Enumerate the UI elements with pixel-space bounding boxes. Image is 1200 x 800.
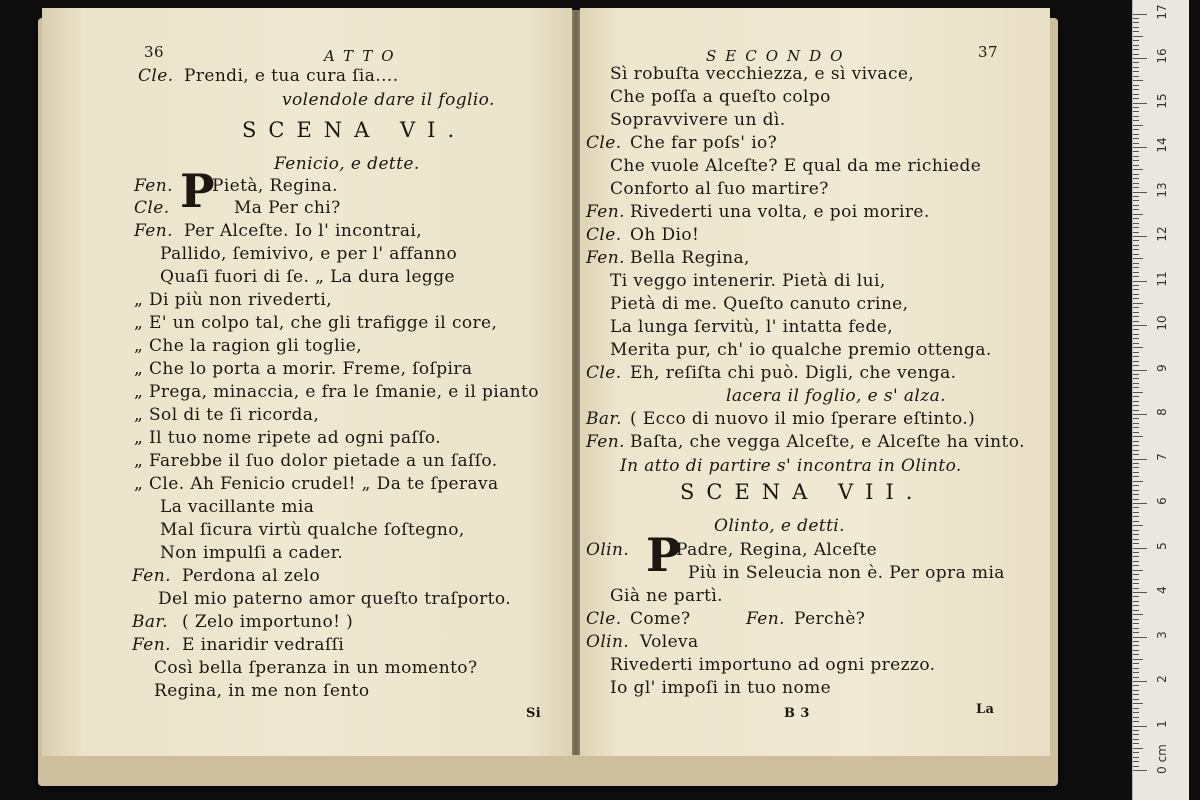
verse-line: Ma Per chi? <box>234 198 341 218</box>
ruler-minor-tick <box>1133 507 1139 508</box>
ruler-minor-tick <box>1133 605 1139 606</box>
verse-line: Non impulſi a cader. <box>160 543 344 563</box>
verse-line: La vacillante mia <box>160 497 315 517</box>
speaker: Olin. <box>586 540 630 560</box>
ruler-minor-tick <box>1133 574 1139 575</box>
verse-line: „ Sol di te ſi ricorda, <box>134 405 320 425</box>
ruler-minor-tick <box>1133 174 1139 175</box>
ruler-minor-tick <box>1133 272 1139 273</box>
ruler-minor-tick <box>1133 610 1139 611</box>
ruler-tick <box>1133 503 1147 504</box>
ruler-minor-tick <box>1133 116 1139 117</box>
ruler-minor-tick <box>1133 712 1139 713</box>
ruler-minor-tick <box>1133 672 1139 673</box>
speaker: Fen. <box>134 176 173 196</box>
ruler-minor-tick <box>1133 570 1143 571</box>
ruler-label: 9 <box>1155 363 1169 372</box>
verse-line: Merita pur, ch' io qualche premio ottenga. <box>610 340 992 360</box>
verse-line: Come? <box>630 609 691 629</box>
stage-direction: volendole dare il foglio. <box>282 90 495 110</box>
verse-line: Per Alceſte. Io l' incontrai, <box>184 221 423 241</box>
ruler-tick <box>1133 192 1147 193</box>
ruler-tick <box>1133 592 1147 593</box>
verse-line: Padre, Regina, Alceſte <box>676 540 878 560</box>
verse-line: „ Farebbe il ſuo dolor pietade a un ſaſſo. <box>134 451 498 471</box>
ruler-minor-tick <box>1133 401 1139 402</box>
ruler-minor-tick <box>1133 365 1139 366</box>
speaker: Bar. <box>586 409 622 429</box>
ruler-minor-tick <box>1133 294 1139 295</box>
ruler-minor-tick <box>1133 89 1139 90</box>
signature-mark: B 3 <box>784 706 810 721</box>
ruler-tick <box>1133 147 1147 148</box>
verse-line: Io gl' impoſi in tuo nome <box>610 678 832 698</box>
ruler-minor-tick <box>1133 485 1139 486</box>
ruler-minor-tick <box>1133 156 1139 157</box>
stage-direction: lacera il foglio, e s' alza. <box>726 386 946 406</box>
ruler-minor-tick <box>1133 232 1139 233</box>
ruler-tick <box>1133 325 1147 326</box>
page-number: 37 <box>978 43 998 61</box>
running-head: ATTO <box>324 47 403 65</box>
ruler-minor-tick <box>1133 31 1139 32</box>
ruler-label: 0 cm <box>1155 744 1169 774</box>
scene-heading: SCENA VII. <box>680 480 925 504</box>
ruler-minor-tick <box>1133 632 1139 633</box>
ruler-minor-tick <box>1133 374 1139 375</box>
ruler-minor-tick <box>1133 258 1143 259</box>
verse-line: Eh, reſiſta chi può. Digli, che venga. <box>630 363 957 383</box>
ruler-minor-tick <box>1133 423 1139 424</box>
ruler-minor-tick <box>1133 214 1143 215</box>
verse-line: E inaridir vedraſſi <box>182 635 345 655</box>
ruler-minor-tick <box>1133 338 1139 339</box>
ruler-minor-tick <box>1133 27 1139 28</box>
verse-line: Che far poſs' io? <box>630 133 778 153</box>
ruler-minor-tick <box>1133 561 1139 562</box>
ruler-label: 17 <box>1155 3 1169 20</box>
ruler-minor-tick <box>1133 743 1139 744</box>
ruler-minor-tick <box>1133 623 1139 624</box>
ruler-minor-tick <box>1133 490 1139 491</box>
ruler-minor-tick <box>1133 583 1139 584</box>
speaker: Fen. <box>132 635 171 655</box>
ruler-minor-tick <box>1133 499 1139 500</box>
ruler-minor-tick <box>1133 40 1139 41</box>
verse-line: Mal ſicura virtù qualche ſoſtegno, <box>160 520 465 540</box>
ruler-minor-tick <box>1133 739 1139 740</box>
ruler-label: 1 <box>1155 719 1169 728</box>
ruler-minor-tick <box>1133 94 1139 95</box>
verse-line: Che vuole Alceſte? E qual da me richiede <box>610 156 982 176</box>
ruler-minor-tick <box>1133 67 1139 68</box>
verse-line: Sì robuſta vecchiezza, e sì vivace, <box>610 64 915 84</box>
verse-line: Sopravvivere un dì. <box>610 110 786 130</box>
ruler-minor-tick <box>1133 343 1139 344</box>
ruler-minor-tick <box>1133 450 1139 451</box>
ruler-minor-tick <box>1133 276 1139 277</box>
ruler-minor-tick <box>1133 699 1139 700</box>
ruler-minor-tick <box>1133 761 1139 762</box>
ruler-minor-tick <box>1133 641 1139 642</box>
ruler-minor-tick <box>1133 18 1139 19</box>
verse-line: ( Zelo importuno! ) <box>182 612 354 632</box>
ruler-minor-tick <box>1133 721 1139 722</box>
ruler-minor-tick <box>1133 240 1139 241</box>
ruler-minor-tick <box>1133 329 1139 330</box>
ruler-tick <box>1133 681 1147 682</box>
verse-line: „ Che lo porta a morir. Freme, ſoſpira <box>134 359 473 379</box>
ruler-minor-tick <box>1133 766 1139 767</box>
ruler-minor-tick <box>1133 267 1139 268</box>
ruler-minor-tick <box>1133 668 1139 669</box>
ruler-minor-tick <box>1133 120 1139 121</box>
verse-line: Bella Regina, <box>630 248 750 268</box>
ruler-minor-tick <box>1133 54 1139 55</box>
ruler-tick <box>1133 14 1147 15</box>
ruler-minor-tick <box>1133 196 1139 197</box>
ruler-minor-tick <box>1133 418 1139 419</box>
scene-heading: SCENA VI. <box>242 118 467 142</box>
ruler-tick <box>1133 236 1147 237</box>
speaker: Cle. <box>586 225 622 245</box>
ruler-minor-tick <box>1133 757 1139 758</box>
verse-line: „ E' un colpo tal, che gli trafigge il core, <box>134 313 498 333</box>
verse-line: Prendi, e tua cura ſia.... <box>184 66 399 86</box>
drop-cap: P <box>646 528 681 582</box>
ruler-minor-tick <box>1133 49 1139 50</box>
ruler-label: 4 <box>1155 586 1169 594</box>
ruler-minor-tick <box>1133 436 1143 437</box>
ruler-minor-tick <box>1133 445 1139 446</box>
ruler-minor-tick <box>1133 298 1139 299</box>
verse-line: „ Cle. Ah Fenicio crudel! „ Da te ſperava <box>134 474 499 494</box>
ruler-minor-tick <box>1133 685 1139 686</box>
ruler-minor-tick <box>1133 107 1139 108</box>
ruler-minor-tick <box>1133 383 1139 384</box>
ruler-minor-tick <box>1133 556 1139 557</box>
left-page <box>42 8 572 756</box>
ruler-minor-tick <box>1133 596 1139 597</box>
ruler-minor-tick <box>1133 534 1139 535</box>
ruler-minor-tick <box>1133 263 1139 264</box>
ruler-minor-tick <box>1133 481 1143 482</box>
ruler-minor-tick <box>1133 151 1139 152</box>
verse-line: Pietà di me. Queſto canuto crine, <box>610 294 909 314</box>
verse-line: Più in Seleucia non è. Per opra mia <box>688 563 1005 583</box>
speaker: Fen. <box>586 432 625 452</box>
ruler-minor-tick <box>1133 663 1139 664</box>
ruler-minor-tick <box>1133 427 1139 428</box>
ruler-minor-tick <box>1133 730 1139 731</box>
ruler-minor-tick <box>1133 254 1139 255</box>
stage-direction: In atto di partire s' incontra in Olinto. <box>620 456 962 476</box>
speaker: Cle. <box>586 133 622 153</box>
ruler-minor-tick <box>1133 312 1139 313</box>
ruler-label: 2 <box>1155 675 1169 683</box>
ruler-minor-tick <box>1133 227 1139 228</box>
verse-line: Conforto al ſuo martire? <box>610 179 829 199</box>
verse-line: Del mio paterno amor queſto traſporto. <box>158 589 512 609</box>
ruler-minor-tick <box>1133 405 1139 406</box>
measurement-ruler <box>1132 0 1189 800</box>
ruler-minor-tick <box>1133 512 1139 513</box>
ruler-minor-tick <box>1133 734 1139 735</box>
ruler-minor-tick <box>1133 138 1139 139</box>
ruler-minor-tick <box>1133 703 1143 704</box>
ruler-minor-tick <box>1133 432 1139 433</box>
ruler-label: 11 <box>1155 270 1169 287</box>
catchword: La <box>976 702 995 717</box>
verse-line: Oh Dio! <box>630 225 700 245</box>
ruler-minor-tick <box>1133 467 1139 468</box>
ruler-minor-tick <box>1133 476 1139 477</box>
ruler-tick <box>1133 58 1147 59</box>
ruler-label: 8 <box>1155 408 1169 416</box>
verse-line: Rivederti importuno ad ogni prezzo. <box>610 655 936 675</box>
ruler-minor-tick <box>1133 565 1139 566</box>
speaker: Olin. <box>586 632 630 652</box>
ruler-label: 6 <box>1155 497 1169 505</box>
ruler-minor-tick <box>1133 245 1139 246</box>
speaker: Cle. <box>586 363 622 383</box>
ruler-minor-tick <box>1133 441 1139 442</box>
ruler-minor-tick <box>1133 80 1143 81</box>
verse-line: Quaſi fuori di ſe. „ La dura legge <box>160 267 455 287</box>
stage-direction: Olinto, e detti. <box>714 516 845 536</box>
ruler-minor-tick <box>1133 129 1139 130</box>
page-number: 36 <box>144 43 164 61</box>
ruler-minor-tick <box>1133 539 1139 540</box>
ruler-tick <box>1133 459 1147 460</box>
ruler-minor-tick <box>1133 205 1139 206</box>
ruler-minor-tick <box>1133 588 1139 589</box>
ruler-minor-tick <box>1133 748 1143 749</box>
verse-line: Già ne partì. <box>610 586 723 606</box>
drop-cap: P <box>180 164 215 218</box>
ruler-minor-tick <box>1133 111 1139 112</box>
verse-line: Ti veggo intenerir. Pietà di lui, <box>610 271 886 291</box>
verse-line: Regina, in me non ſento <box>154 681 370 701</box>
ruler-minor-tick <box>1133 85 1139 86</box>
ruler-minor-tick <box>1133 454 1139 455</box>
ruler-minor-tick <box>1133 677 1139 678</box>
ruler-minor-tick <box>1133 614 1143 615</box>
speaker: Cle. <box>138 66 174 86</box>
verse-line: „ Prega, minaccia, e fra le ſmanie, e il pianto <box>134 382 539 402</box>
ruler-minor-tick <box>1133 36 1143 37</box>
ruler-minor-tick <box>1133 628 1139 629</box>
ruler-label: 15 <box>1155 92 1169 109</box>
ruler-tick <box>1133 770 1147 771</box>
ruler-minor-tick <box>1133 218 1139 219</box>
verse-line: „ Di più non rivederti, <box>134 290 333 310</box>
running-head: SECONDO <box>706 47 852 65</box>
ruler-minor-tick <box>1133 650 1139 651</box>
ruler-label: 5 <box>1155 541 1169 550</box>
ruler-tick <box>1133 548 1147 549</box>
ruler-label: 14 <box>1155 137 1169 153</box>
right-page <box>580 8 1050 756</box>
speaker: Fen. <box>746 609 785 629</box>
ruler-minor-tick <box>1133 659 1143 660</box>
speaker: Fen. <box>134 221 173 241</box>
verse-line: Che poſſa a queſto colpo <box>610 87 831 107</box>
ruler-minor-tick <box>1133 334 1139 335</box>
ruler-minor-tick <box>1133 316 1139 317</box>
ruler-minor-tick <box>1133 356 1139 357</box>
ruler-minor-tick <box>1133 321 1139 322</box>
ruler-minor-tick <box>1133 45 1139 46</box>
ruler-minor-tick <box>1133 521 1139 522</box>
verse-line: „ Il tuo nome ripete ad ogni paſſo. <box>134 428 442 448</box>
ruler-minor-tick <box>1133 307 1139 308</box>
ruler-tick <box>1133 103 1147 104</box>
speaker: Cle. <box>134 198 170 218</box>
ruler-label: 3 <box>1155 630 1169 639</box>
speaker: Bar. <box>132 612 168 632</box>
verse-line: „ Che la ragion gli toglie, <box>134 336 363 356</box>
ruler-minor-tick <box>1133 125 1143 126</box>
ruler-minor-tick <box>1133 285 1139 286</box>
ruler-minor-tick <box>1133 579 1139 580</box>
ruler-minor-tick <box>1133 690 1139 691</box>
catchword: Si <box>526 706 542 721</box>
ruler-tick <box>1133 637 1147 638</box>
verse-line: ( Ecco di nuovo il mio ſperare eſtinto.) <box>630 409 976 429</box>
ruler-minor-tick <box>1133 223 1139 224</box>
ruler-minor-tick <box>1133 143 1139 144</box>
ruler-minor-tick <box>1133 134 1139 135</box>
ruler-minor-tick <box>1133 619 1139 620</box>
speaker: Fen. <box>586 202 625 222</box>
ruler-tick <box>1133 414 1147 415</box>
verse-line: Voleva <box>640 632 699 652</box>
ruler-minor-tick <box>1133 178 1139 179</box>
ruler-label: 7 <box>1155 452 1169 461</box>
ruler-minor-tick <box>1133 717 1139 718</box>
speaker: Fen. <box>586 248 625 268</box>
ruler-minor-tick <box>1133 463 1139 464</box>
ruler-minor-tick <box>1133 76 1139 77</box>
ruler-minor-tick <box>1133 289 1139 290</box>
ruler-minor-tick <box>1133 71 1139 72</box>
ruler-minor-tick <box>1133 200 1139 201</box>
ruler-minor-tick <box>1133 169 1143 170</box>
verse-line: Così bella ſperanza in un momento? <box>154 658 478 678</box>
ruler-minor-tick <box>1133 410 1139 411</box>
ruler-minor-tick <box>1133 361 1139 362</box>
ruler-minor-tick <box>1133 392 1143 393</box>
ruler-minor-tick <box>1133 516 1139 517</box>
speaker: Cle. <box>586 609 622 629</box>
ruler-minor-tick <box>1133 160 1139 161</box>
stage-direction: Fenicio, e dette. <box>274 154 420 174</box>
ruler-label: 16 <box>1155 48 1169 64</box>
verse-line: Perdona al zelo <box>182 566 321 586</box>
ruler-minor-tick <box>1133 530 1139 531</box>
ruler-minor-tick <box>1133 752 1139 753</box>
ruler-minor-tick <box>1133 209 1139 210</box>
ruler-minor-tick <box>1133 387 1139 388</box>
ruler-label: 10 <box>1155 315 1169 331</box>
ruler-minor-tick <box>1133 525 1143 526</box>
ruler-minor-tick <box>1133 187 1139 188</box>
ruler-minor-tick <box>1133 62 1139 63</box>
verse-line: Pietà, Regina. <box>212 176 338 196</box>
ruler-minor-tick <box>1133 543 1139 544</box>
ruler-minor-tick <box>1133 347 1143 348</box>
ruler-minor-tick <box>1133 694 1139 695</box>
ruler-tick <box>1133 281 1147 282</box>
ruler-minor-tick <box>1133 396 1139 397</box>
ruler-minor-tick <box>1133 494 1139 495</box>
ruler-minor-tick <box>1133 552 1139 553</box>
ruler-minor-tick <box>1133 98 1139 99</box>
speaker: Fen. <box>132 566 171 586</box>
ruler-tick <box>1133 726 1147 727</box>
verse-line: Rivederti una volta, e poi morire. <box>630 202 930 222</box>
ruler-label: 12 <box>1155 226 1169 242</box>
ruler-minor-tick <box>1133 645 1139 646</box>
ruler-minor-tick <box>1133 22 1139 23</box>
ruler-minor-tick <box>1133 352 1139 353</box>
verse-line: La lunga ſervitù, l' intatta fede, <box>610 317 894 337</box>
ruler-minor-tick <box>1133 708 1139 709</box>
ruler-minor-tick <box>1133 654 1139 655</box>
ruler-label: 13 <box>1155 181 1169 198</box>
ruler-minor-tick <box>1133 378 1139 379</box>
verse-line: Pallido, ſemivivo, e per l' affanno <box>160 244 458 264</box>
verse-line: Perchè? <box>794 609 866 629</box>
ruler-minor-tick <box>1133 472 1139 473</box>
ruler-minor-tick <box>1133 303 1143 304</box>
ruler-tick <box>1133 370 1147 371</box>
verse-line: Baſta, che vegga Alceſte, e Alceſte ha vinto. <box>630 432 1025 452</box>
ruler-minor-tick <box>1133 601 1139 602</box>
ruler-minor-tick <box>1133 183 1139 184</box>
ruler-minor-tick <box>1133 249 1139 250</box>
ruler-minor-tick <box>1133 165 1139 166</box>
